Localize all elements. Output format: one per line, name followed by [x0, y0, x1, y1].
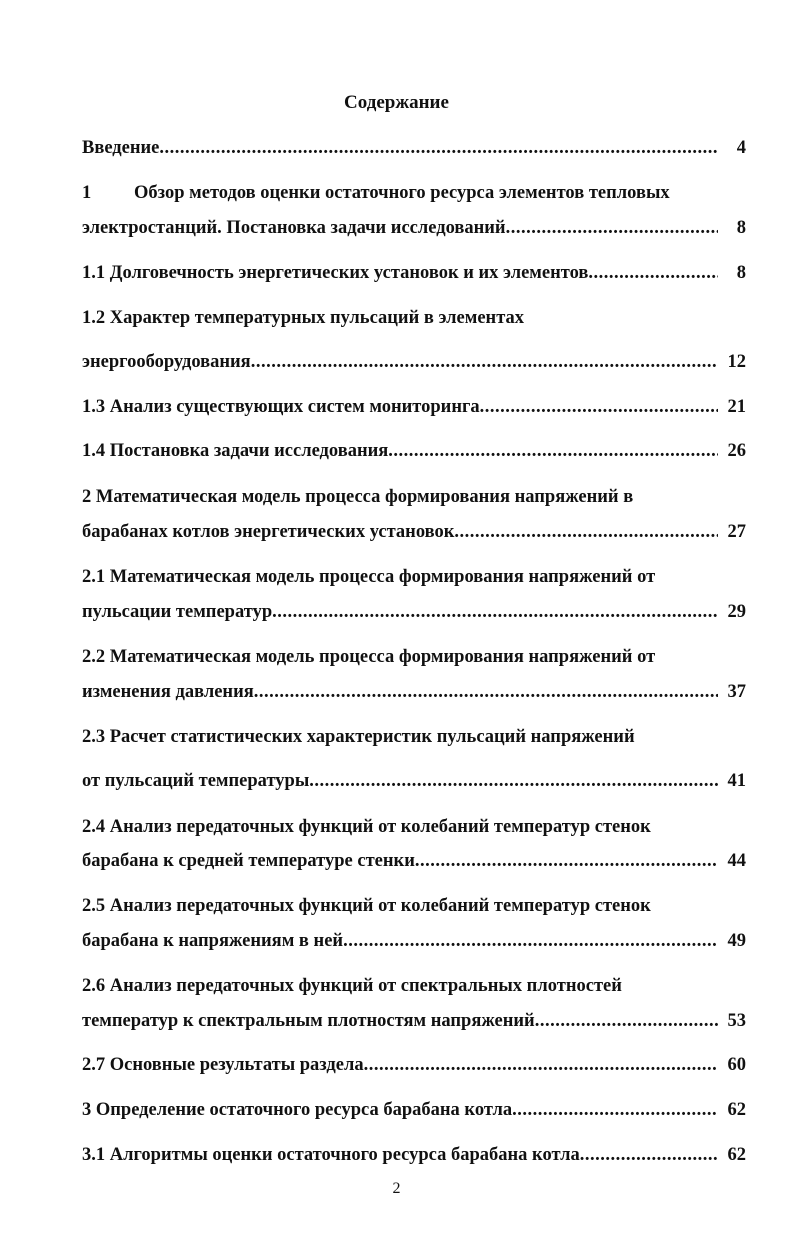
toc-entry-page: 8: [736, 263, 746, 283]
toc-entry-page: 37: [727, 682, 746, 702]
toc-entry-heading: [82, 182, 746, 204]
leader-dots: [309, 770, 718, 792]
toc-entry-title: электростанций. Постановка задачи исследований: [82, 218, 506, 238]
toc-entry-title-first-line: 2.6 Анализ передаточных функций от спектральных плотностей: [82, 976, 622, 996]
toc-entry-title: 2.7 Основные результаты раздела: [82, 1055, 364, 1075]
toc-entry-title: пульсации температур: [82, 602, 273, 622]
leader-dots: [254, 681, 718, 703]
toc-entry-page: 4: [736, 138, 746, 158]
toc-entry[interactable]: [82, 1054, 746, 1076]
toc-entry-page: 21: [727, 397, 746, 417]
toc-entry[interactable]: [82, 1010, 746, 1032]
toc-entry-title-first-line: 2.4 Анализ передаточных функций от колебаний температур стенок: [82, 817, 651, 837]
toc-entry-page: 62: [727, 1100, 746, 1120]
toc-entry[interactable]: [82, 850, 746, 872]
toc-entry-title-first-line: Обзор методов оценки остаточного ресурса элементов тепловых: [134, 183, 670, 203]
toc-entry-title: 3.1 Алгоритмы оценки остаточного ресурса барабана котла: [82, 1145, 580, 1165]
page-title: Содержание: [344, 92, 449, 113]
toc-entry-title: барабана к напряжениям в ней: [82, 931, 344, 951]
toc-entry-title: изменения давления: [82, 682, 254, 702]
toc-entry[interactable]: [82, 521, 746, 543]
toc-entry-title: 1.4 Постановка задачи исследования: [82, 441, 389, 461]
toc-entry-title: барабана к средней температуре стенки: [82, 851, 415, 871]
leader-dots: [388, 440, 718, 462]
toc-entry-title: температур к спектральным плотностям напряжений: [82, 1011, 535, 1031]
leader-dots: [343, 930, 718, 952]
toc-entry-page: 62: [727, 1145, 746, 1165]
toc-entry[interactable]: [82, 930, 746, 952]
toc-entry[interactable]: [82, 262, 746, 284]
leader-dots: [159, 137, 718, 159]
toc-entry-title: барабанах котлов энергетических установок: [82, 522, 455, 542]
toc-entry-page: 53: [727, 1011, 746, 1031]
toc-entry-title: 1.3 Анализ существующих систем мониторинга: [82, 397, 480, 417]
toc-entry[interactable]: [82, 440, 746, 462]
toc-entry-page: 29: [727, 602, 746, 622]
toc-entry-page: 41: [727, 771, 746, 791]
toc-entry-title: от пульсаций температуры: [82, 771, 310, 791]
leader-dots: [512, 1099, 718, 1121]
toc-entry-page: 27: [727, 522, 746, 542]
toc-entry-page: 60: [727, 1055, 746, 1075]
leader-dots: [272, 601, 718, 623]
leader-dots: [535, 1010, 718, 1032]
toc-entry-page: 8: [736, 218, 746, 238]
leader-dots: [580, 1144, 718, 1166]
toc-entry-title: 3 Определение остаточного ресурса барабана котла: [82, 1100, 513, 1120]
toc-entry-page: 12: [727, 352, 746, 372]
toc-entry-page: 49: [727, 931, 746, 951]
toc-entry[interactable]: [82, 137, 746, 159]
toc-entry[interactable]: [82, 351, 746, 373]
toc-entry-title: Введение: [82, 138, 160, 158]
leader-dots: [364, 1054, 718, 1076]
leader-dots: [506, 217, 718, 239]
toc-entry-title-first-line: 2.1 Математическая модель процесса формирования напряжений от: [82, 567, 656, 587]
toc-entry[interactable]: [82, 681, 746, 703]
toc-entry[interactable]: [82, 601, 746, 623]
toc-entry[interactable]: [82, 1099, 746, 1121]
toc-entry[interactable]: [82, 1144, 746, 1166]
toc-entry[interactable]: [82, 396, 746, 418]
toc-entry[interactable]: [82, 770, 746, 792]
chapter-number: 1: [82, 183, 92, 203]
toc-entry-title-first-line: 2.5 Анализ передаточных функций от колебаний температур стенок: [82, 896, 651, 916]
leader-dots: [588, 262, 718, 284]
leader-dots: [454, 521, 718, 543]
toc-entry-title-first-line: 2.2 Математическая модель процесса формирования напряжений от: [82, 647, 656, 667]
toc-entry-title: энергооборудования: [82, 352, 251, 372]
toc-entry-title-first-line: 1.2 Характер температурных пульсаций в элементах: [82, 308, 525, 328]
leader-dots: [251, 351, 718, 373]
toc-entry-title: 1.1 Долговечность энергетических установок и их элементов: [82, 263, 589, 283]
leader-dots: [480, 396, 718, 418]
toc-entry-page: 26: [727, 441, 746, 461]
leader-dots: [415, 850, 718, 872]
page-number: 2: [392, 1180, 401, 1197]
toc-entry-title-first-line: 2 Математическая модель процесса формирования напряжений в: [82, 487, 634, 507]
toc-entry[interactable]: [82, 217, 746, 239]
toc-entry-page: 44: [727, 851, 746, 871]
toc-entry-title-first-line: 2.3 Расчет статистических характеристик пульсаций напряжений: [82, 727, 635, 747]
